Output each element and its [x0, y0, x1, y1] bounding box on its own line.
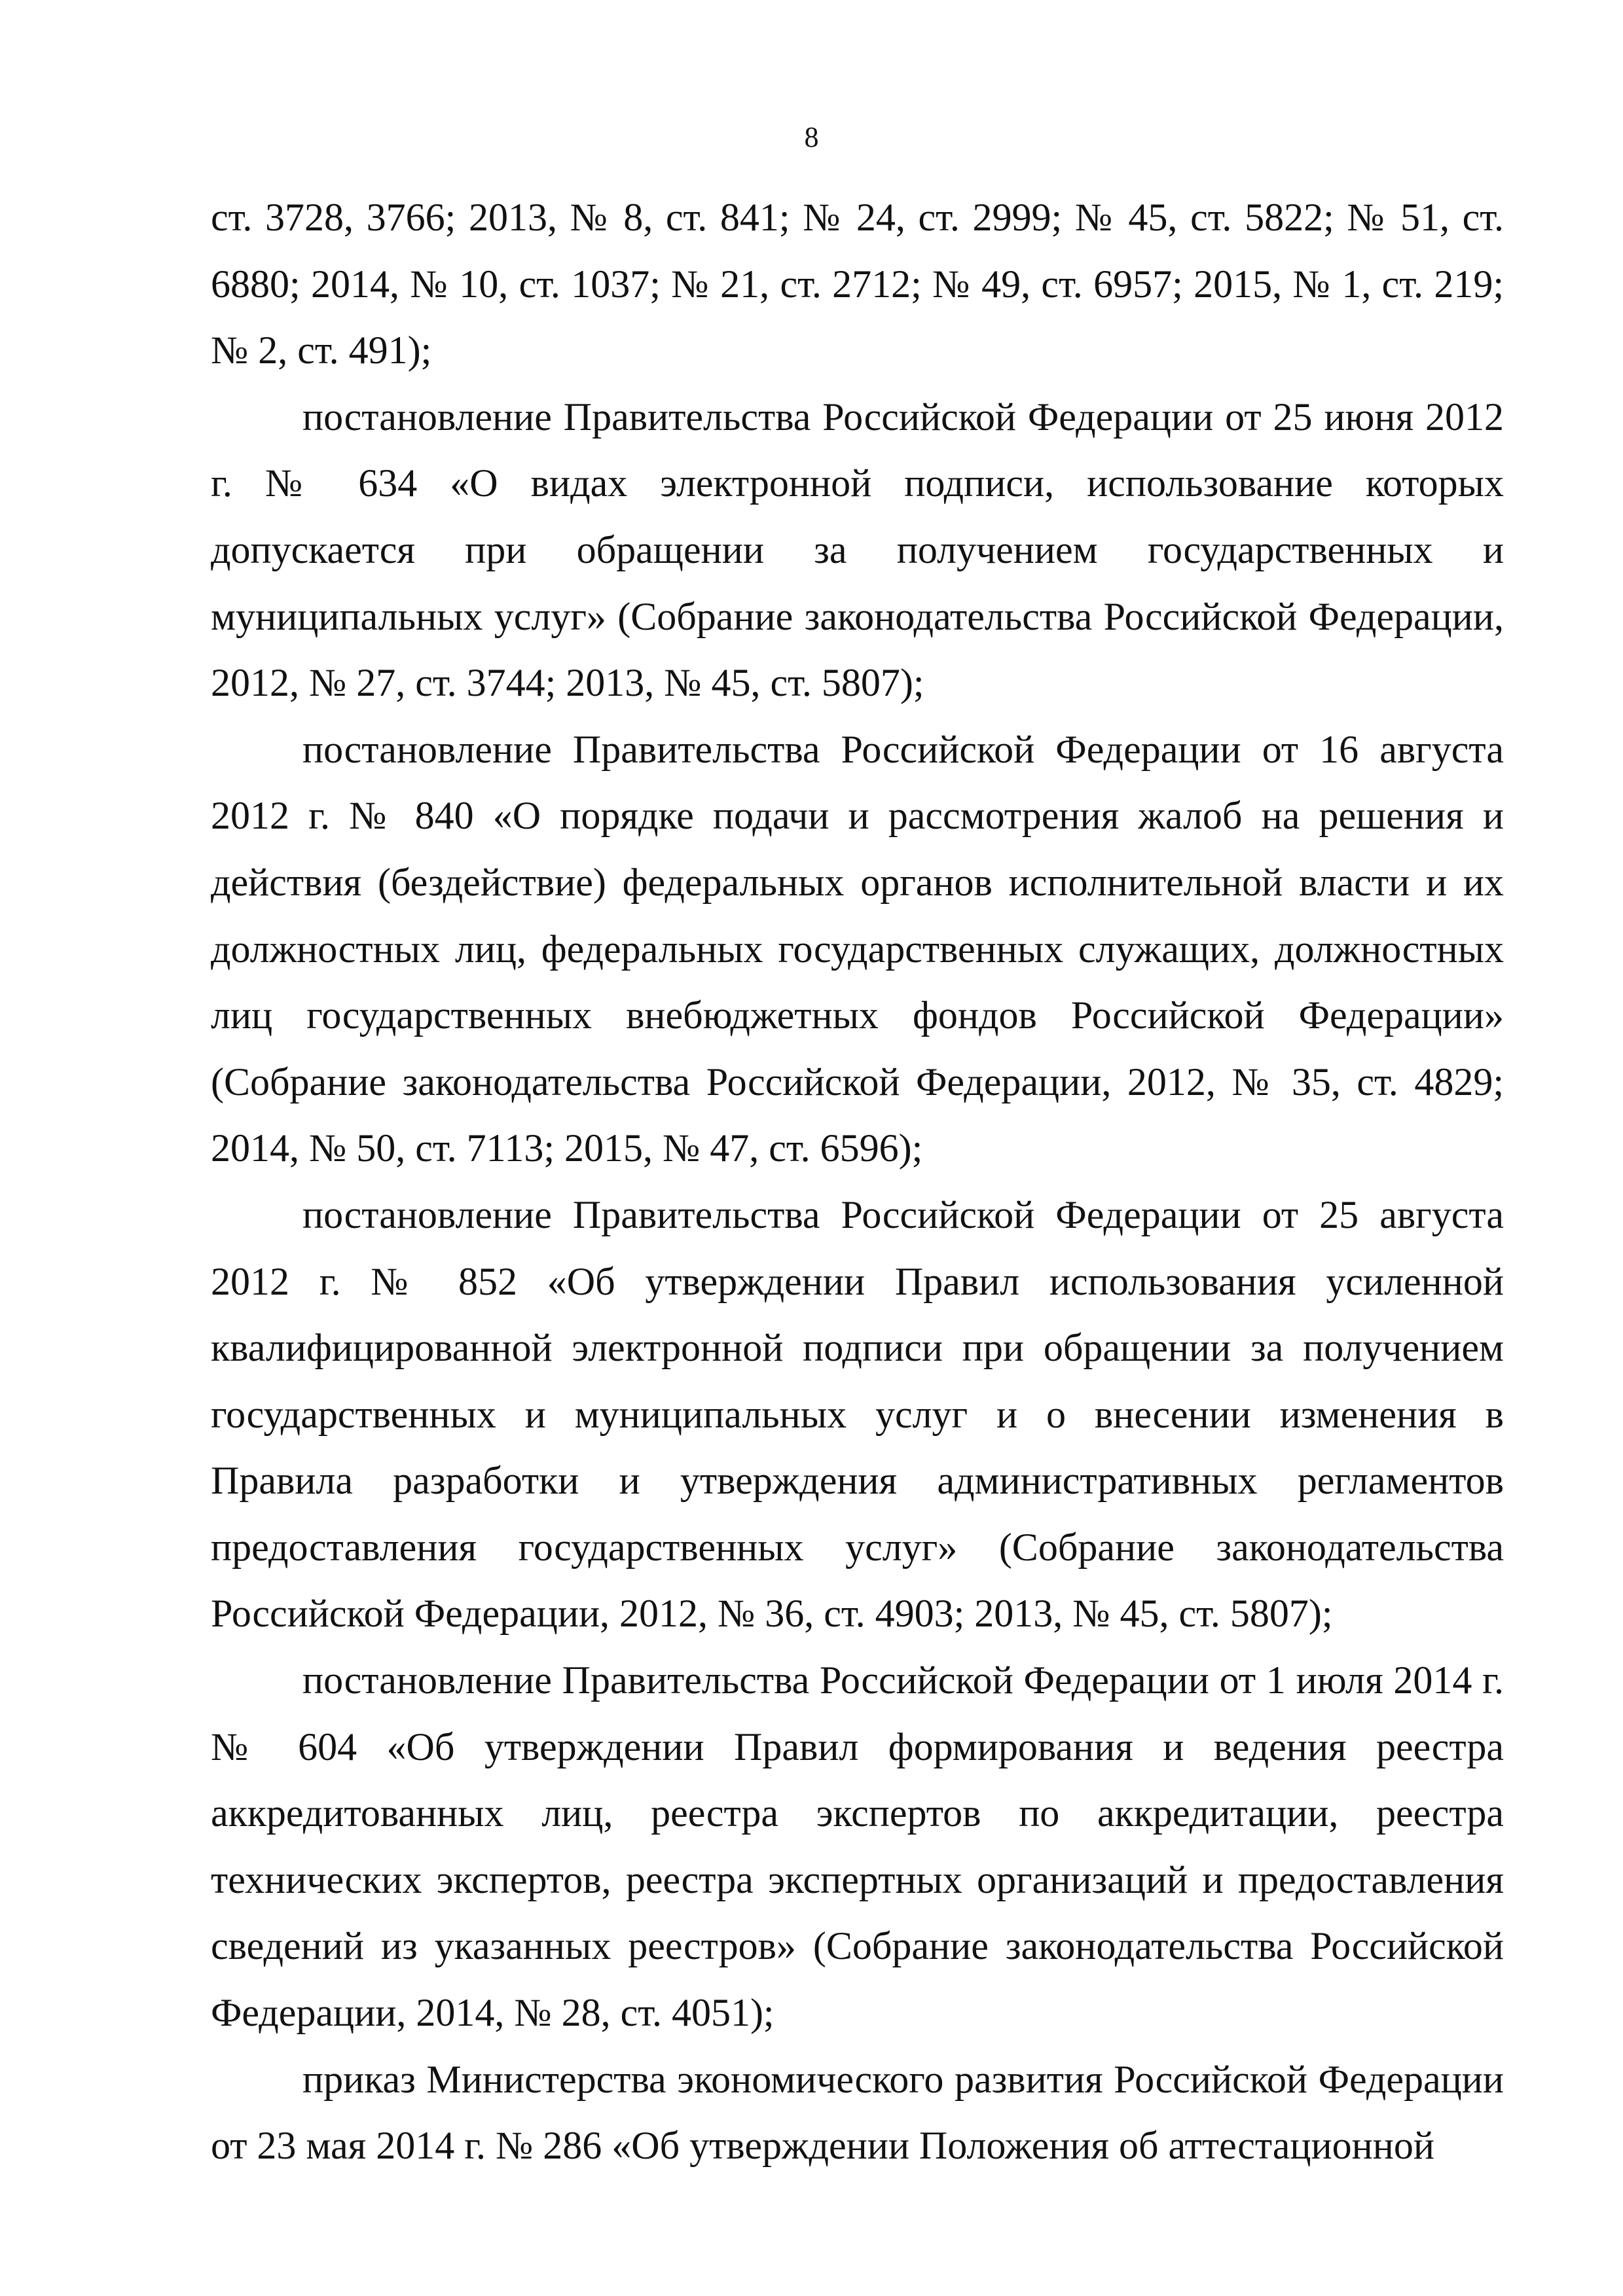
- paragraph-resolution-840: постановление Правительства Российской Федерации от 16 августа 2012 г. № 840 «О порядке подачи и рассмотрения жалоб на решения и действия (бездействие) федеральных органов исполнительной власти и их должностных лиц, федеральных государственных служащих, должностных лиц государственных внебюджетных фондов Российской Федерации» (Собрание законодательства Российской Федерации, 2012, № 35, ст. 4829; 2014, № 50, ст. 7113; 2015, № 47, ст. 6596);: [211, 727, 1504, 1170]
- paragraph-resolution-634: постановление Правительства Российской Федерации от 25 июня 2012 г. № 634 «О видах электронной подписи, использование которых допускается при обращении за получением государственных и муниципальных услуг» (Собрание законодательства Российской Федерации, 2012, № 27, ст. 3744; 2013, № 45, ст. 5807);: [211, 395, 1504, 705]
- page-number: 8: [804, 121, 819, 153]
- paragraph-citations-continued: ст. 3728, 3766; 2013, № 8, ст. 841; № 24, ст. 2999; № 45, ст. 5822; № 51, ст. 6880; 2014, № 10, ст. 1037; № 21, ст. 2712; № 49, ст. 6957; 2015, № 1, ст. 219; № 2, ст. 491);: [211, 196, 1504, 372]
- document-body: [211, 185, 1504, 2179]
- paragraph-resolution-852: постановление Правительства Российской Федерации от 25 августа 2012 г. № 852 «Об утверждении Правил использования усиленной квалифицированной электронной подписи при обращении за получением государственных и муниципальных услуг и о внесении изменения в Правила разработки и утверждения административных регламентов предоставления государственных услуг» (Собрание законодательства Российской Федерации, 2012, № 36, ст. 4903; 2013, № 45, ст. 5807);: [211, 1193, 1504, 1636]
- paragraph-resolution-604: постановление Правительства Российской Федерации от 1 июля 2014 г. № 604 «Об утверждении Правил формирования и ведения реестра аккредитованных лиц, реестра экспертов по аккредитации, реестра технических экспертов, реестра экспертных организаций и предоставления сведений из указанных реестров» (Собрание законодательства Российской Федерации, 2014, № 28, ст. 4051);: [211, 1659, 1504, 2035]
- paragraph-order-286: приказ Министерства экономического развития Российской Федерации от 23 мая 2014 г. № 286 «Об утверждении Положения об аттестационной: [211, 2057, 1504, 2168]
